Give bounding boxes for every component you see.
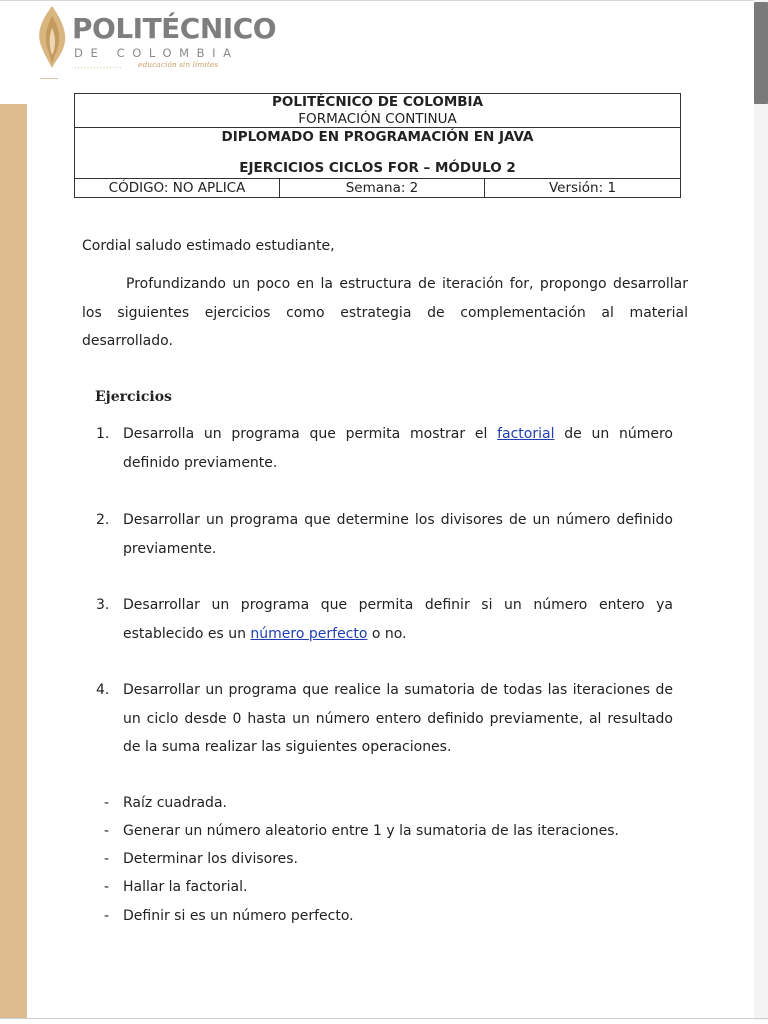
- operation-item: [104, 789, 684, 818]
- bullet-dash: -: [104, 823, 110, 839]
- exercise-text: Desarrollar un programa que determine los divisores de un número definido previamente.: [123, 512, 673, 557]
- exercise-number: 4.: [96, 682, 110, 698]
- logo-tagline: educación sin límites: [138, 60, 219, 69]
- exercise-item: [96, 506, 673, 563]
- logo-underline: [40, 78, 58, 79]
- operation-item: [104, 902, 684, 931]
- exercise-item: [96, 676, 673, 762]
- bullet-dash: -: [104, 879, 110, 895]
- week-cell: Semana: 2: [280, 179, 485, 198]
- logo-wordmark: POLITÉCNICO: [72, 12, 277, 45]
- exercise-text-before: Desarrollar un programa que permita definir si un número entero ya establecido es un: [123, 597, 673, 642]
- document-title: EJERCICIOS CICLOS FOR – MÓDULO 2: [239, 160, 516, 176]
- exercise-text-after: o no.: [367, 625, 407, 642]
- exercise-text: [123, 591, 673, 648]
- scrollbar-thumb[interactable]: [754, 2, 768, 104]
- operation-text: Definir si es un número perfecto.: [123, 908, 354, 924]
- institution-name: POLITÉCNICO DE COLOMBIA: [271, 94, 484, 110]
- page-bottom-edge: [0, 1018, 768, 1019]
- exercise-text: Desarrollar un programa que realice la sumatoria de todas las iteraciones de un ciclo desde 0 hasta un número entero definido previamente, al resultado de la suma realizar las siguientes operaciones.: [123, 682, 673, 755]
- exercise-number: 2.: [96, 512, 110, 528]
- header-cell-program: [75, 128, 681, 179]
- exercise-text: [123, 420, 673, 477]
- exercise-item: [96, 591, 673, 648]
- logo-subtitle: DE COLOMBIA: [74, 46, 239, 60]
- version-cell: Versión: 1: [485, 179, 681, 198]
- operation-text: Generar un número aleatorio entre 1 y la sumatoria de las iteraciones.: [123, 823, 620, 839]
- program-name: DIPLOMADO EN PROGRAMACIÓN EN JAVA: [221, 129, 534, 145]
- flame-icon: [32, 4, 72, 70]
- exercise-item: [96, 420, 673, 477]
- department-name: FORMACIÓN CONTINUA: [298, 111, 457, 127]
- header-cell-institution: [75, 94, 681, 128]
- decorative-side-band: [0, 104, 27, 1018]
- code-cell: CÓDIGO: NO APLICA: [75, 179, 280, 198]
- scrollbar-track[interactable]: [754, 0, 768, 1020]
- bullet-dash: -: [104, 795, 110, 811]
- operation-text: Hallar la factorial.: [123, 879, 248, 895]
- operation-item: [104, 845, 684, 874]
- perfect-number-link[interactable]: número perfecto: [250, 625, 368, 642]
- operation-item: [104, 873, 684, 902]
- operation-item: [104, 817, 684, 846]
- institution-logo: [30, 4, 277, 80]
- factorial-link[interactable]: factorial: [497, 426, 555, 442]
- exercise-text-before: Desarrolla un programa que permita mostrar el: [123, 426, 498, 442]
- bullet-dash: -: [104, 908, 110, 924]
- intro-paragraph: Profundizando un poco en la estructura de iteración for, propongo desarrollar los siguientes ejercicios como estrategia de complementación al material desarrollado.: [82, 276, 688, 349]
- exercise-text-after: de un número definido previamente.: [123, 426, 673, 471]
- top-rule: [0, 0, 768, 1]
- document-header-table: [74, 93, 681, 198]
- bullet-dash: -: [104, 851, 110, 867]
- operation-text: Determinar los divisores.: [123, 851, 299, 867]
- exercise-number: 3.: [96, 597, 110, 613]
- section-title: Ejercicios: [95, 389, 172, 405]
- greeting-paragraph: Cordial saludo estimado estudiante,: [82, 238, 335, 254]
- logo-dots: ...............: [74, 62, 123, 70]
- exercise-number: 1.: [96, 426, 110, 442]
- operation-text: Raíz cuadrada.: [123, 795, 227, 811]
- header-row-meta: [75, 179, 681, 198]
- header-row-institution: [75, 94, 681, 128]
- header-row-program: [75, 128, 681, 179]
